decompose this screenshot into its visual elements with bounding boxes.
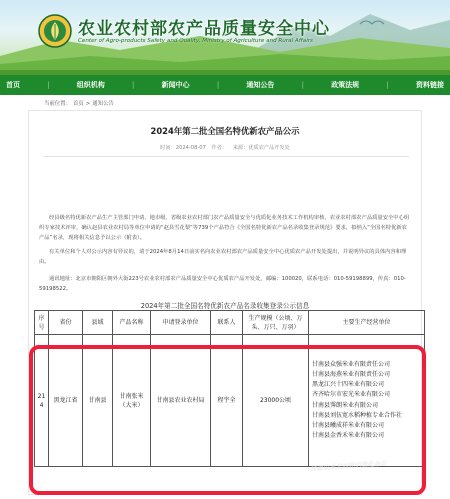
column-header: 生产规模（公顷、万头、万只、万羽） bbox=[243, 311, 309, 335]
nav-item-organization[interactable]: 组织机构 bbox=[76, 81, 105, 89]
main-nav bbox=[0, 75, 450, 95]
nav-separator: | bbox=[132, 81, 135, 89]
producer-item: 甘南县刘伍宽水稻种植专业合作社 bbox=[312, 411, 403, 419]
column-header: 县域 bbox=[83, 311, 113, 335]
producer-item: 甘南县金香禾米业有限公司 bbox=[312, 432, 385, 440]
producer-item: 齐齐哈尔市宏光米业有限公司 bbox=[312, 391, 391, 399]
article-paragraph: 有关单位和个人对公示内容有异议的，请于2024年8月14日前实名向农业农村部农产品质量安全中心优质农产品开发处提出，并说明异议的具体内容和理由。 bbox=[39, 249, 407, 265]
producer-item: 甘南县曦成祥米业有限公司 bbox=[312, 421, 385, 429]
site-title[interactable]: 农业农村部农产品质量安全中心 bbox=[78, 19, 330, 39]
site-subtitle: Center of Agro-products Safety and Quality, Ministry of Agriculture and Rural Affairs bbox=[78, 38, 313, 44]
cell-producers bbox=[309, 335, 425, 467]
breadcrumb-label: 当前位置： bbox=[44, 101, 71, 107]
site-banner bbox=[0, 0, 450, 75]
nav-item-news[interactable]: 新闻中心 bbox=[161, 81, 190, 89]
article-author: 作者： bbox=[211, 145, 228, 151]
cell-applicant: 甘南县农业农村局 bbox=[151, 335, 211, 467]
article-title: 2024年第二批全国名特优新农产品公示 bbox=[150, 126, 300, 136]
article-meta bbox=[29, 144, 421, 151]
nav-item-home[interactable]: 首页 bbox=[6, 81, 20, 89]
watermark-text: 甘南农业农村局信息化办公 bbox=[309, 459, 387, 473]
column-header: 联系人 bbox=[211, 311, 243, 335]
nav-separator: | bbox=[216, 81, 220, 89]
producer-item: 甘南县众强米业有限责任公司 bbox=[312, 360, 391, 368]
breadcrumb-home[interactable]: 首页 bbox=[72, 101, 84, 107]
cell-product: 甘南张米（大米） bbox=[113, 335, 151, 467]
cell-contact: 程宇全 bbox=[211, 335, 243, 467]
table-row bbox=[35, 335, 425, 467]
article-date: 时间：2024-08-07 bbox=[160, 145, 206, 151]
column-header: 申请登录单位 bbox=[151, 311, 211, 335]
nav-item-notices[interactable]: 通知公告 bbox=[246, 81, 275, 89]
article-paragraph: 经县级名特优新农产品生产主管部门申请、地市级、省级农业农村部门农产品质量安全与优质化业务技术工作机构审核，农业农村部农产品质量安全中心组织专家技术评审，确认赵县农业农村局等单位申请的“赵县雪花梨”等739个产品符合《全国名特优新农产品名录收集登录规范》要求，拟纳入“全国名特优新农产品”名录，现将相关信息予以公示（附表）。 bbox=[39, 215, 410, 241]
table-header-row bbox=[35, 311, 425, 335]
title-divider bbox=[43, 156, 409, 157]
column-header: 主要生产经营单位 bbox=[309, 311, 425, 335]
agri-emblem-icon[interactable] bbox=[38, 14, 72, 48]
cell-province: 黑龙江省 bbox=[49, 335, 83, 467]
products-table bbox=[34, 310, 425, 467]
breadcrumb-separator: > bbox=[85, 101, 91, 107]
column-header: 序号 bbox=[35, 311, 49, 335]
cell-scale: 23000公顷 bbox=[243, 335, 309, 467]
nav-separator: | bbox=[301, 81, 304, 89]
column-header: 省份 bbox=[49, 311, 83, 335]
producer-item: 黑龙江兴十四米业有限公司 bbox=[312, 381, 385, 389]
nav-separator: | bbox=[386, 81, 389, 89]
cell-county: 甘南县 bbox=[83, 335, 113, 467]
breadcrumb bbox=[44, 99, 116, 107]
article-source: 来源：优质农产品开发处 bbox=[232, 145, 290, 151]
producer-item: 甘南县霁朗米业有限公司 bbox=[312, 401, 379, 409]
table-caption: 2024年第二批全国名特优新农产品名录收集登录公示信息 bbox=[140, 302, 310, 310]
breadcrumb-current[interactable]: 通知公告 bbox=[92, 101, 114, 107]
article-panel bbox=[28, 110, 422, 495]
article-paragraph: 通讯地址：北京市朝阳区朝外大街223号农业农村部农产品质量安全中心优质农产品开发处，邮编：100020，联系电话：010-59198899，传真：010-59198522。 bbox=[39, 276, 406, 292]
cell-number: 214 bbox=[35, 335, 49, 467]
column-header: 产品名称 bbox=[113, 311, 151, 335]
nav-item-links[interactable]: 资料链接 bbox=[415, 81, 444, 89]
nav-separator: | bbox=[47, 81, 50, 89]
producer-item: 甘南县海燕米业有限责任公司 bbox=[312, 370, 391, 378]
nav-item-policy[interactable]: 政策法规 bbox=[331, 81, 360, 89]
